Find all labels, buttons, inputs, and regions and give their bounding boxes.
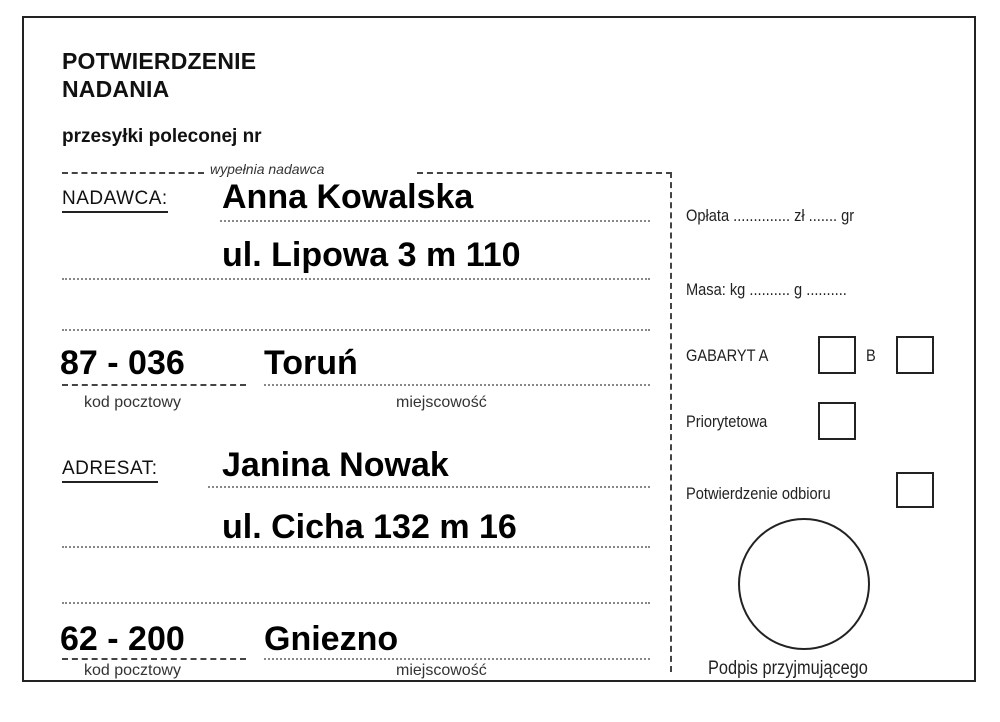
- form-title-line1: POTWIERDZENIE: [62, 48, 257, 74]
- sender-city-caption: miejscowość: [396, 394, 487, 411]
- recipient-name: Janina Nowak: [222, 446, 449, 484]
- priority-label: Priorytetowa: [686, 412, 768, 431]
- form-subtitle: przesyłki poleconej nr: [62, 126, 262, 147]
- confirmation-label: Potwierdzenie odbioru: [686, 484, 831, 503]
- recipient-city-line: [264, 658, 650, 660]
- recipient-postal-line: [62, 658, 246, 660]
- recipient-label: ADRESAT:: [62, 458, 158, 480]
- recipient-city-caption: miejscowość: [396, 662, 487, 679]
- mass-field: Masa: kg .......... g ..........: [686, 280, 847, 299]
- vertical-divider: [670, 172, 672, 672]
- recipient-postal-code: 62 - 200: [60, 620, 185, 658]
- fill-note: wypełnia nadawca: [210, 161, 325, 177]
- sender-area-top-dash-right: [417, 172, 672, 174]
- postal-receipt-form: [22, 16, 976, 682]
- signature-caption: Podpis przyjmującego: [708, 658, 868, 679]
- gabaryt-b-checkbox[interactable]: [896, 336, 934, 374]
- fee-field: Opłata .............. zł ....... gr: [686, 206, 855, 225]
- sender-postal-code: 87 - 036: [60, 344, 185, 382]
- recipient-name-line: [208, 486, 650, 488]
- recipient-city: Gniezno: [264, 620, 399, 658]
- confirmation-checkbox[interactable]: [896, 472, 934, 508]
- stamp-circle: [738, 518, 870, 650]
- recipient-postal-caption: kod pocztowy: [84, 662, 181, 679]
- form-title-line2: NADANIA: [62, 76, 170, 102]
- gabaryt-b-label: B: [866, 346, 876, 365]
- sender-street: ul. Lipowa 3 m 110: [222, 236, 521, 274]
- sender-extra-line: [62, 329, 650, 331]
- recipient-street: ul. Cicha 132 m 16: [222, 508, 517, 546]
- sender-street-line: [62, 278, 650, 280]
- priority-checkbox[interactable]: [818, 402, 856, 440]
- recipient-street-line: [62, 546, 650, 548]
- sender-city-line: [264, 384, 650, 386]
- gabaryt-label: GABARYT A: [686, 346, 769, 365]
- sender-label: NADAWCA:: [62, 188, 168, 210]
- sender-name-line: [220, 220, 650, 222]
- sender-name: Anna Kowalska: [222, 178, 474, 216]
- recipient-extra-line: [62, 602, 650, 604]
- sender-city: Toruń: [264, 344, 358, 382]
- sender-area-top-dash-left: [62, 172, 204, 174]
- sender-postal-caption: kod pocztowy: [84, 394, 181, 411]
- sender-postal-line: [62, 384, 246, 386]
- gabaryt-a-checkbox[interactable]: [818, 336, 856, 374]
